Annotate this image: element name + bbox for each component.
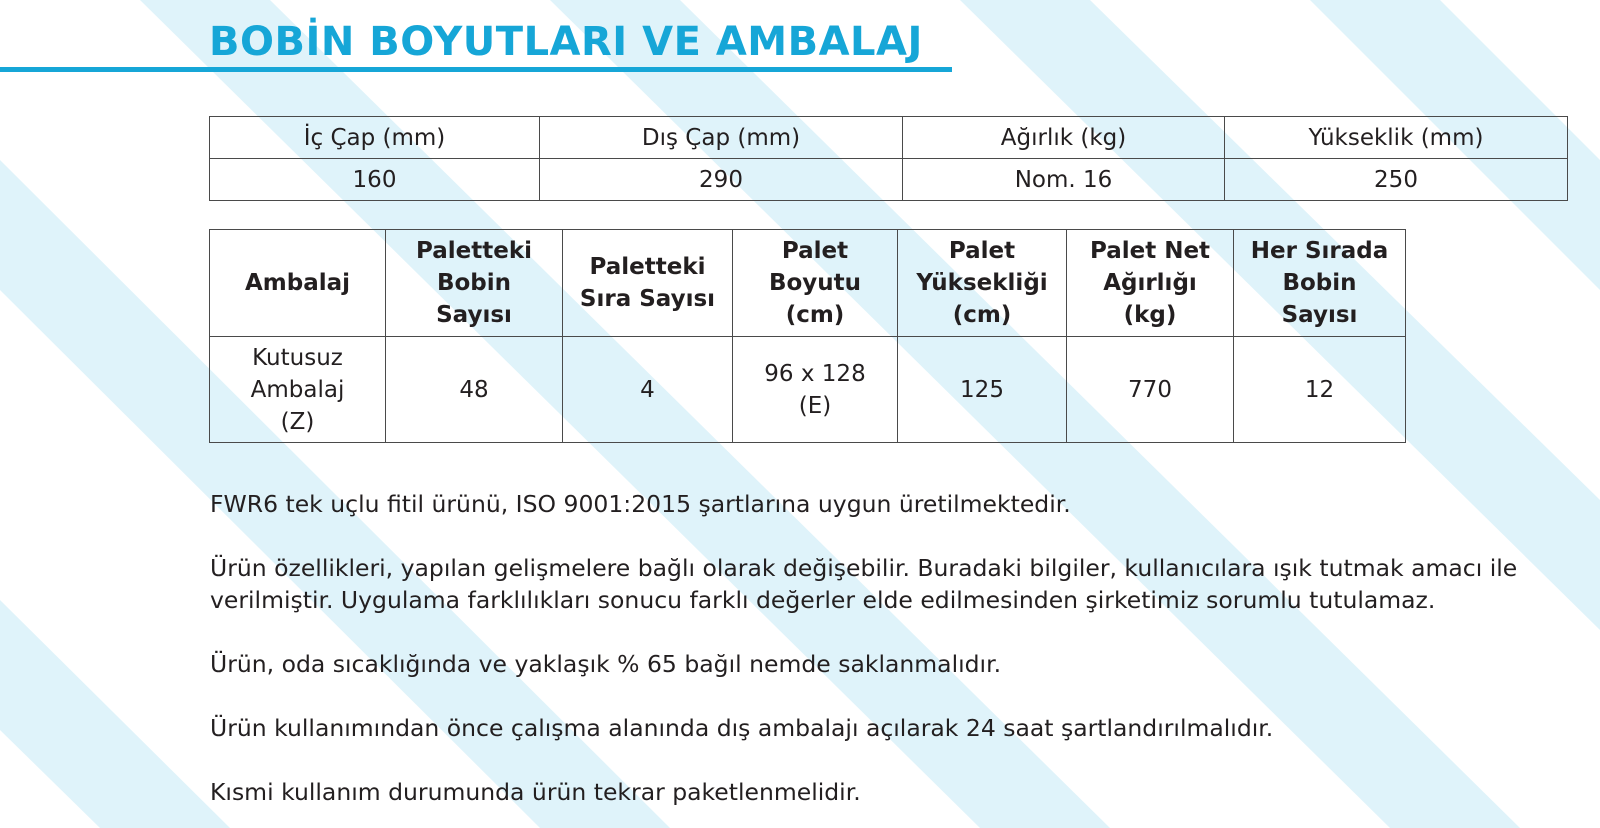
table-row [210, 159, 1568, 201]
cell-outer-diameter: 290 [540, 159, 903, 201]
table-header-row [210, 230, 1406, 337]
title-underline [0, 67, 952, 72]
cell-bobbins-per-pallet: 48 [386, 337, 563, 443]
header-pallet-net-weight: Palet Net Ağırlığı (kg) [1067, 230, 1234, 337]
header-rows-per-pallet: Paletteki Sıra Sayısı [563, 230, 733, 337]
cell-rows-per-pallet: 4 [563, 337, 733, 443]
header-pallet-size: Palet Boyutu (cm) [733, 230, 898, 337]
cell-pallet-height: 125 [898, 337, 1067, 443]
bobbin-dimensions-table [209, 116, 1568, 201]
cell-pallet-net-weight: 770 [1067, 337, 1234, 443]
cell-bobbins-per-row: 12 [1234, 337, 1406, 443]
header-height: Yükseklik (mm) [1225, 117, 1568, 159]
header-weight: Ağırlık (kg) [903, 117, 1225, 159]
table-row [210, 337, 1406, 443]
note-repackaging: Kısmi kullanım durumunda ürün tekrar paketlenmelidir. [210, 778, 861, 806]
product-notes [210, 488, 1580, 808]
cell-height: 250 [1225, 159, 1568, 201]
header-bobbins-per-row: Her Sırada Bobin Sayısı [1234, 230, 1406, 337]
header-outer-diameter: Dış Çap (mm) [540, 117, 903, 159]
header-pallet-height: Palet Yüksekliği (cm) [898, 230, 1067, 337]
cell-weight: Nom. 16 [903, 159, 1225, 201]
page-title: BOBİN BOYUTLARI VE AMBALAJ [209, 19, 923, 65]
note-iso-standard: FWR6 tek uçlu fitil ürünü, ISO 9001:2015 şartlarına uygun üretilmektedir. [210, 490, 1071, 518]
table-header-row [210, 117, 1568, 159]
note-disclaimer: Ürün özellikleri, yapılan gelişmelere bağlı olarak değişebilir. Buradaki bilgiler, kullanıcılara ışık tutmak amacı ile verilmiştir. Uygulama farklılıkları sonucu farklı değerler elde edilmesinden şirketimiz sorumlu tutulamaz. [210, 554, 1518, 614]
header-inner-diameter: İç Çap (mm) [210, 117, 540, 159]
header-bobbins-per-pallet: Paletteki Bobin Sayısı [386, 230, 563, 337]
note-storage: Ürün, oda sıcaklığında ve yaklaşık % 65 bağıl nemde saklanmalıdır. [210, 650, 1002, 678]
cell-pallet-size: 96 x 128 (E) [733, 337, 898, 443]
note-conditioning: Ürün kullanımından önce çalışma alanında dış ambalajı açılarak 24 saat şartlandırılmalıdır. [210, 714, 1274, 742]
header-packaging: Ambalaj [210, 230, 386, 337]
packaging-table [209, 229, 1406, 443]
cell-packaging: Kutusuz Ambalaj (Z) [210, 337, 386, 443]
cell-inner-diameter: 160 [210, 159, 540, 201]
